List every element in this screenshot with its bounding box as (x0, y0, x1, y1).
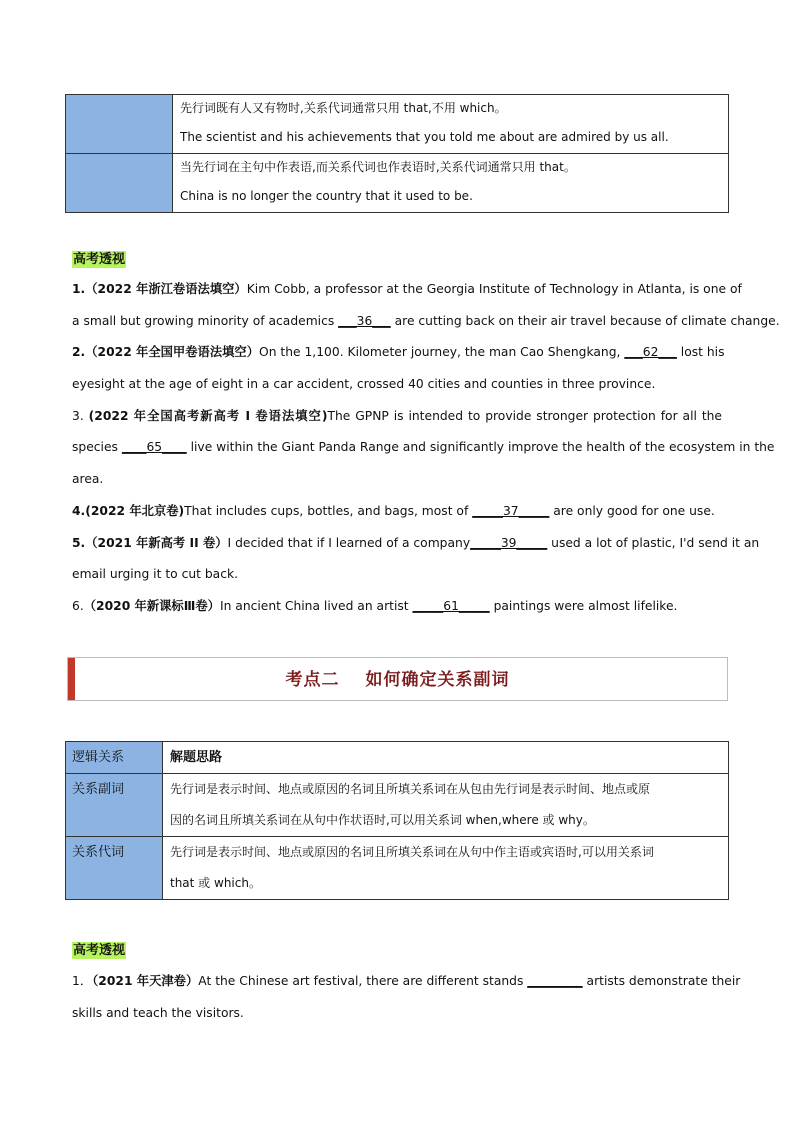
answer-blank[interactable]: _____61_____ (412, 598, 490, 613)
section-title-text: 如何确定关系副词 (365, 670, 510, 690)
column-header-approach: 解题思路 (163, 742, 729, 774)
question-1-line-1: 1.（2022 年浙江卷语法填空）Kim Cobb, a professor at the Georgia Institute of Technology in Atlanta, is one of (72, 282, 742, 296)
question-3-line-2: species ____65____ live within the Giant Panda Range and significantly improve the health of the ecosystem in the (72, 440, 775, 455)
rule-text: 先行词既有人又有物时,关系代词通常只用 that,不用 which。 (180, 101, 507, 115)
rule-text: 当先行词在主句中作表语,而关系代词也作表语时,关系代词通常只用 that。 (180, 160, 576, 174)
question-3-line-3: area. (72, 472, 104, 487)
question-6-line-1: 6.（2020 年新课标Ⅲ卷）In ancient China lived an artist _____61_____ paintings were almost lifelike. (72, 598, 678, 613)
rule-table-2 (65, 741, 729, 900)
answer-blank[interactable]: _____39_____ (470, 535, 548, 550)
table-header-row (66, 742, 729, 774)
column-header-logic: 逻辑关系 (66, 742, 163, 774)
table-content-cell (163, 774, 729, 837)
table-row (66, 95, 729, 154)
row-label: 关系副词 (66, 774, 163, 837)
rule-table-1 (65, 94, 729, 213)
table-row (66, 154, 729, 213)
rule-text: 先行词是表示时间、地点或原因的名词且所填关系词在从包由先行词是表示时间、地点或原 (170, 782, 651, 796)
question-1-line-2: a small but growing minority of academics ___36___ are cutting back on their air travel because of climate change. (72, 313, 780, 328)
exam-insight-label: 高考透视 (73, 252, 126, 267)
rule-text: 因的名词且所填关系词在从句中作状语时,可以用关系词 when,where 或 why。 (170, 813, 595, 827)
question-3-line-1: 3. (2022 年全国高考新高考 I 卷语法填空)The GPNP is intended to provide stronger protection for all the (72, 408, 722, 423)
exam-insight-label: 高考透视 (73, 943, 126, 958)
table-content-cell (173, 154, 729, 213)
answer-blank[interactable]: ___62___ (624, 345, 677, 360)
table-label-cell (66, 154, 173, 213)
question-5-line-2: email urging it to cut back. (72, 567, 239, 582)
example-sentence: The scientist and his achievements that you told me about are admired by us all. (180, 130, 669, 144)
question-5-line-1: 5.（2021 年新高考 II 卷）I decided that if I learned of a company_____39_____ used a lot of plastic, I'd send it an (72, 535, 760, 550)
answer-blank[interactable]: _________ (527, 974, 583, 988)
row-label: 关系代词 (66, 837, 163, 900)
question-2-line-2: eyesight at the age of eight in a car accident, crossed 40 cities and counties in three province. (72, 377, 656, 392)
answer-blank[interactable]: ____65____ (121, 440, 187, 455)
section-header (67, 657, 728, 701)
rule-text: 先行词是表示时间、地点或原因的名词且所填关系词在从句中作主语或宾语时,可以用关系词 (170, 845, 654, 859)
table-label-cell (66, 95, 173, 154)
exam-questions-2 (72, 966, 741, 1029)
table-row (66, 774, 729, 837)
table-content-cell (173, 95, 729, 154)
table-row (66, 837, 729, 900)
question-2-line-1: 2.（2022 年全国甲卷语法填空）On the 1,100. Kilometer journey, the man Cao Shengkang, ___62___ lost his (72, 345, 725, 360)
table-content-cell (163, 837, 729, 900)
example-sentence: China is no longer the country that it used to be. (180, 189, 473, 203)
answer-blank[interactable]: _____37_____ (472, 503, 550, 518)
rule-text: that 或 which。 (170, 876, 261, 890)
question-4-line-1: 4.(2022 年北京卷)That includes cups, bottles, and bags, most of _____37_____ are only good for one use. (72, 503, 715, 518)
section-number: 考点二 (285, 670, 340, 690)
question-1-line-1: 1．（2021 年天津卷）At the Chinese art festival, there are different stands _________ artists demonstrate their (72, 974, 741, 988)
section-title (68, 658, 727, 702)
exam-questions-1 (72, 274, 780, 623)
answer-blank[interactable]: ___36___ (338, 313, 391, 328)
question-1-line-2: skills and teach the visitors. (72, 1005, 244, 1020)
